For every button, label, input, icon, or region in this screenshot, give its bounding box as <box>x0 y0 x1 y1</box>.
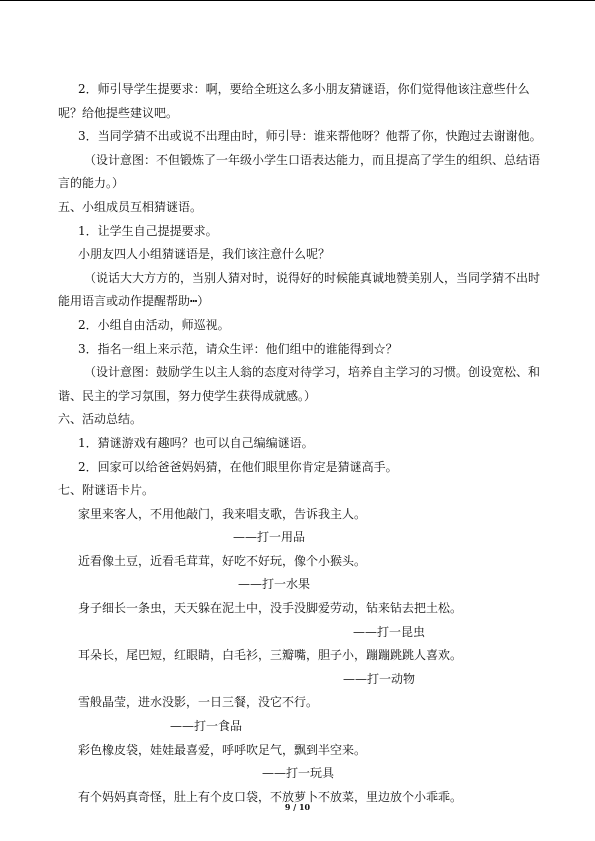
paragraph-line: 言的能力。） <box>58 176 125 191</box>
paragraph-line: 2．回家可以给爸爸妈妈猜，在他们眼里你肯定是猜谜高手。 <box>78 459 398 474</box>
paragraph-line: （设计意图：不但锻炼了一年级小学生口语表达能力，而且提高了学生的组织、总结语 <box>84 152 541 167</box>
riddle-answer-hint: ——打一用品 <box>233 530 306 545</box>
paragraph-line: 谐、民主的学习氛围，努力使学生获得成就感。） <box>58 388 317 403</box>
paragraph-line: 能用语言或动作提醒帮助┅） <box>58 294 210 309</box>
header-rule <box>0 0 595 1</box>
paragraph-line: 3．当同学猜不出或说不出理由时，师引导：谁来帮他呀？他帮了你，快跑过去谢谢他。 <box>78 129 542 144</box>
paragraph-line: 1．让学生自己提提要求。 <box>78 223 218 238</box>
riddle-text: 家里来客人，不用他敲门，我来唱支歌，告诉我主人。 <box>78 506 367 521</box>
paragraph-line: 呢？给他提些建议吧。 <box>58 105 179 120</box>
riddle-text: 有个妈妈真奇怪，肚上有个皮口袋，不放萝卜不放菜，里边放个小乖乖。 <box>78 789 463 804</box>
section-heading: 六、活动总结。 <box>58 412 143 427</box>
riddle-answer-hint: ——打一昆虫 <box>353 624 426 639</box>
paragraph-line: （说话大大方方的，当别人猜对时，说得好的时候能真诚地赞美别人，当同学猜不出时 <box>84 270 541 285</box>
riddle-answer-hint: ——打一水果 <box>238 577 311 592</box>
riddle-text: 彩色橡皮袋，娃娃最喜爱，呼呼吹足气，飘到半空来。 <box>78 742 367 757</box>
paragraph-line: 1．猜谜游戏有趣吗？也可以自己编编谜语。 <box>78 435 314 450</box>
section-heading: 五、小组成员互相猜谜语。 <box>58 199 203 214</box>
document-body <box>58 78 548 809</box>
riddle-answer-hint: ——打一食品 <box>170 719 243 734</box>
riddle-text: 近看像土豆，近看毛茸茸，好吃不好玩，像个小猴头。 <box>78 553 367 568</box>
paragraph-line: 2．小组自由活动，师巡视。 <box>78 317 230 332</box>
paragraph-line: 3．指名一组上来示范，请众生评：他们组中的谁能得到☆？ <box>78 341 398 356</box>
riddle-text: 雪般晶莹，进水没影，一日三餐，没它不行。 <box>78 695 319 710</box>
page-number: 9 / 10 <box>284 802 311 812</box>
paragraph-line: 小朋友四人小组猜谜语是，我们该注意什么呢？ <box>78 247 331 262</box>
riddle-text: 耳朵长，尾巴短，红眼睛，白毛衫，三瓣嘴，胆子小，蹦蹦跳跳人喜欢。 <box>78 648 463 663</box>
riddle-text: 身子细长一条虫，天天躲在泥土中，没手没脚爱劳动，钻来钻去把土松。 <box>78 601 463 616</box>
section-heading: 七、附谜语卡片。 <box>58 483 155 498</box>
paragraph-line: 2．师引导学生提要求：啊，要给全班这么多小朋友猜谜语，你们觉得他该注意些什么 <box>78 82 530 96</box>
riddle-answer-hint: ——打一玩具 <box>262 766 335 781</box>
riddle-answer-hint: ——打一动物 <box>343 671 416 686</box>
paragraph-line: （设计意图：鼓励学生以主人翁的态度对待学习，培养自主学习的习惯。创设宽松、和 <box>84 365 541 380</box>
